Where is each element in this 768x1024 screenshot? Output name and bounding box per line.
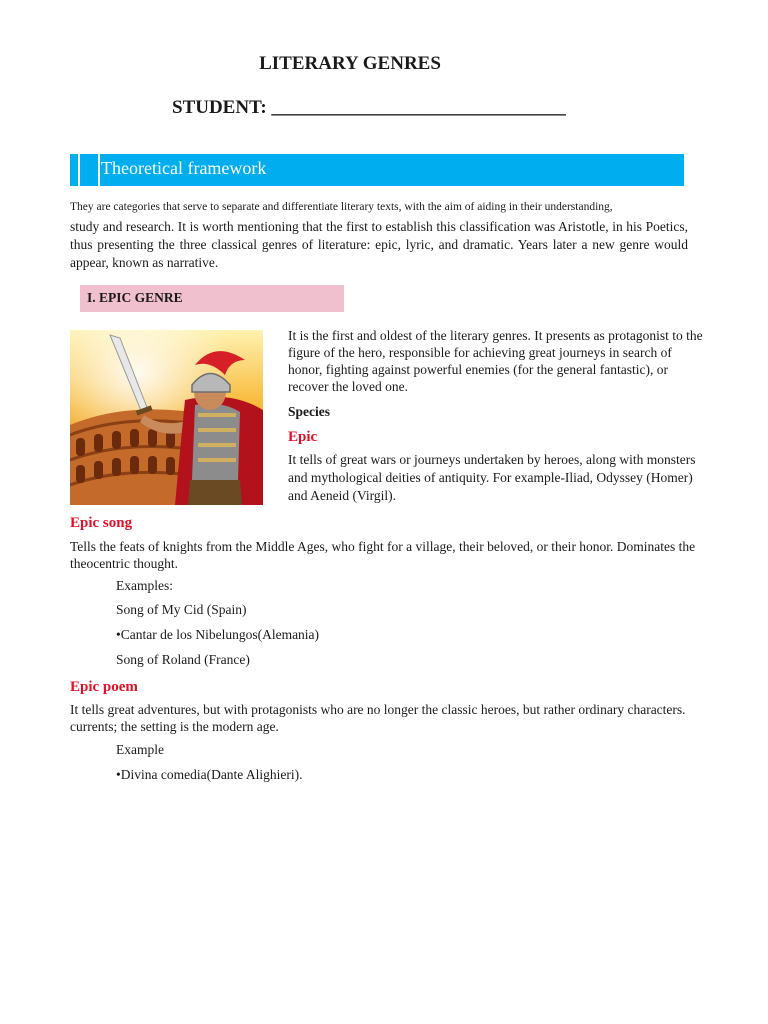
banner-divider — [78, 154, 80, 186]
example-item: •Cantar de los Nibelungos(Alemania) — [116, 627, 320, 642]
epic-heading: Epic — [288, 429, 318, 445]
section-heading-label: I. EPIC GENRE — [87, 290, 183, 305]
intro-paragraph: study and research. It is worth mentioning that the first to establish this classification was Aristotle, in his Poetics, thus presenting the three classical genres of literature: epic, lyric, and dramatic. Years later a new genre would appear, known as narrative. — [70, 219, 688, 270]
epic-poem-text: It tells great adventures, but with protagonists who are no longer the classic heroes, but rather ordinary characters. currents; the setting is the modern age. — [70, 702, 686, 734]
document-title: LITERARY GENRES — [259, 53, 441, 74]
example-item: Song of My Cid (Spain) — [116, 602, 247, 617]
gladiator-illustration — [70, 330, 263, 505]
epic-text: It tells of great wars or journeys undertaken by heroes, along with monsters and mythological deities of antiquity. For example-Iliad, Odyssey (Homer) and Aeneid (Virgil). — [288, 452, 696, 503]
epic-genre-description: It is the first and oldest of the literary genres. It presents as protagonist to the figure of the hero, responsible for achieving great journeys in search of honor, fighting against powerful enemies (for the general fantastic), or recover the loved one. — [288, 328, 703, 394]
epic-poem-heading: Epic poem — [70, 679, 138, 695]
epic-genre-section-heading — [80, 285, 344, 312]
banner-divider — [98, 154, 100, 186]
banner-heading: Theoretical framework — [101, 158, 267, 178]
example-label: Example — [116, 742, 164, 757]
example-item: Song of Roland (France) — [116, 652, 250, 667]
example-item: •Divina comedia(Dante Alighieri). — [116, 767, 303, 782]
epic-song-heading: Epic song — [70, 515, 133, 531]
species-label: Species — [288, 404, 330, 419]
student-name-line: STUDENT: _______________________________ — [172, 97, 566, 118]
gladiator-image — [70, 330, 263, 505]
intro-first-line: They are categories that serve to separate and differentiate literary texts, with the aim of aiding in their understanding, — [70, 201, 613, 213]
epic-song-text: Tells the feats of knights from the Middle Ages, who fight for a village, their beloved, or their honor. Dominates the theocentric thought. — [70, 539, 696, 571]
theoretical-framework-banner — [70, 154, 684, 186]
examples-label: Examples: — [116, 578, 173, 593]
